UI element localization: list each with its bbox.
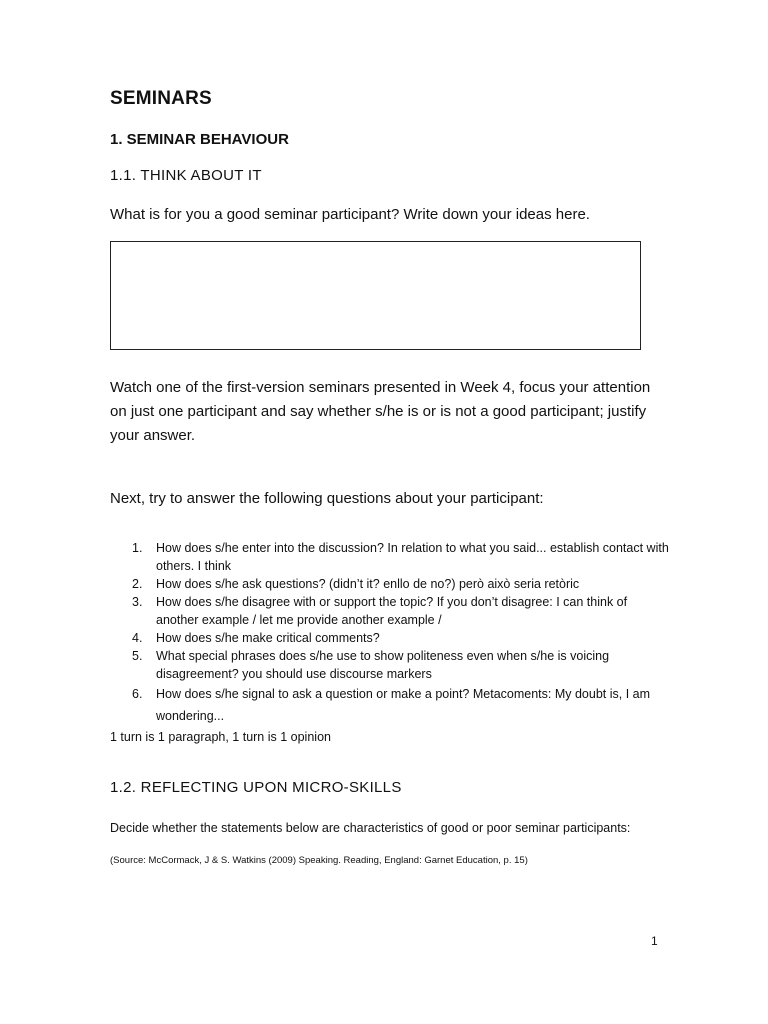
page-title: SEMINARS bbox=[110, 88, 212, 109]
question-text: How does s/he signal to ask a question or make a point? Metacoments: My doubt is, I am wondering... bbox=[156, 687, 651, 723]
question-text: How does s/he disagree with or support the topic? If you don’t disagree: I can think of another example / let me provide another example / bbox=[156, 595, 628, 627]
list-item bbox=[110, 539, 670, 575]
list-number: 1. bbox=[132, 541, 143, 555]
source-citation: (Source: McCormack, J & S. Watkins (2009) Speaking. Reading, England: Garnet Education, p. 15) bbox=[110, 855, 528, 866]
subsection-heading-think: 1.1. THINK ABOUT IT bbox=[110, 167, 262, 184]
subsection-heading-micro-skills: 1.2. REFLECTING UPON MICRO-SKILLS bbox=[110, 779, 402, 796]
turn-note: 1 turn is 1 paragraph, 1 turn is 1 opinion bbox=[110, 730, 331, 744]
watch-instructions: Watch one of the first-version seminars presented in Week 4, focus your attention on just one participant and say whether s/he is or is not a good participant; justify your answer. bbox=[110, 379, 651, 444]
question-text: What special phrases does s/he use to show politeness even when s/he is voicing disagreement? you should use discourse markers bbox=[156, 649, 610, 681]
list-number: 2. bbox=[132, 577, 143, 591]
list-item bbox=[110, 647, 670, 683]
list-number: 6. bbox=[132, 687, 143, 701]
section-heading: 1. SEMINAR BEHAVIOUR bbox=[110, 131, 289, 148]
list-item bbox=[110, 575, 670, 593]
prompt-text: What is for you a good seminar participant? Write down your ideas here. bbox=[110, 206, 590, 223]
question-text: How does s/he make critical comments? bbox=[156, 631, 380, 645]
next-instructions: Next, try to answer the following questions about your participant: bbox=[110, 490, 544, 507]
list-number: 3. bbox=[132, 595, 143, 609]
list-item bbox=[110, 683, 670, 727]
list-number: 5. bbox=[132, 649, 143, 663]
page-number: 1 bbox=[651, 934, 658, 948]
answer-box[interactable] bbox=[110, 241, 641, 350]
list-number: 4. bbox=[132, 631, 143, 645]
list-item bbox=[110, 629, 670, 647]
question-text: How does s/he ask questions? (didn’t it? enllo de no?) però això seria retòric bbox=[156, 577, 580, 591]
question-text: How does s/he enter into the discussion? In relation to what you said... establish contact with others. I think bbox=[156, 541, 669, 573]
decide-instructions: Decide whether the statements below are characteristics of good or poor seminar participants: bbox=[110, 821, 631, 835]
question-list bbox=[110, 539, 670, 727]
list-item bbox=[110, 593, 670, 629]
